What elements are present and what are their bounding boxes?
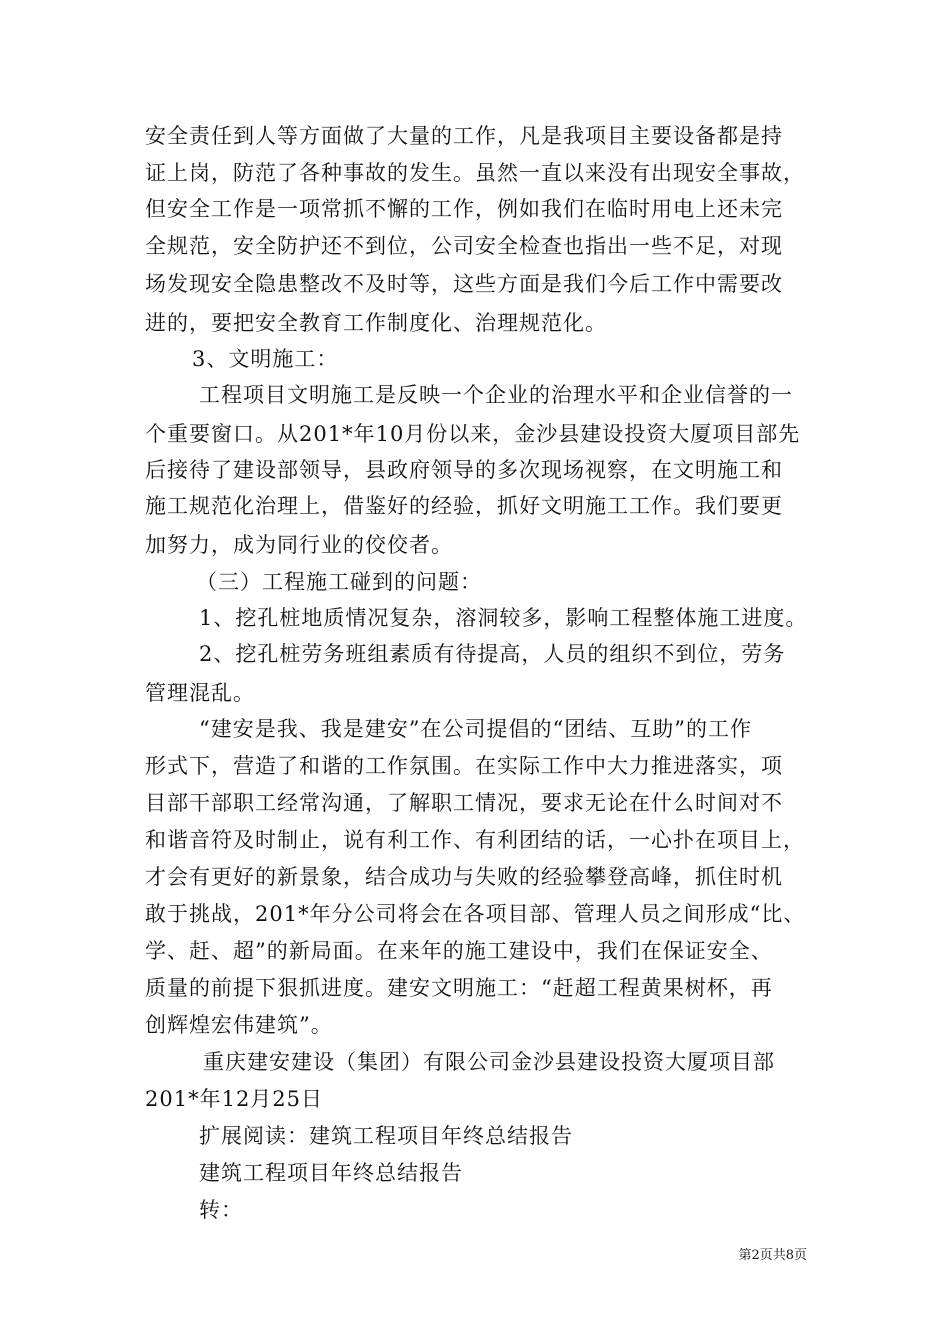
report-title: 建筑工程项目年终总结报告: [199, 1161, 463, 1185]
body-line: 施工规范化治理上，借鉴好的经验，抓好文明施工工作。我们要更: [145, 494, 783, 518]
body-line: 工程项目文明施工是反映一个企业的治理水平和企业信誉的一: [199, 383, 793, 407]
body-line: 全规范，安全防护还不到位，公司安全检查也指出一些不足，对现: [145, 234, 783, 258]
body-line: 2、挖孔桩劳务班组素质有待提高，人员的组织不到位，劳务: [199, 642, 786, 666]
signature-date: 201*年12月25日: [145, 1087, 324, 1111]
page-number: 第2页共8页: [738, 1248, 807, 1263]
body-line: 质量的前提下狠抓进度。建安文明施工：“赶超工程黄果树杯，再: [145, 976, 773, 1000]
body-line: 后接待了建设部领导，县政府领导的多次现场视察，在文明施工和: [145, 458, 783, 482]
body-line: 1、挖孔桩地质情况复杂，溶洞较多，影响工程整体施工进度。: [199, 606, 808, 630]
body-line: 目部干部职工经常沟通，了解职工情况，要求无论在什么时间对不: [145, 791, 783, 815]
body-line: 安全责任到人等方面做了大量的工作，凡是我项目主要设备都是持: [145, 124, 783, 148]
body-line: 加努力，成为同行业的佼佼者。: [145, 533, 453, 557]
section-heading: 3、文明施工：: [192, 347, 339, 371]
body-line: 创辉煌宏伟建筑”。: [145, 1013, 333, 1037]
body-line: 个重要窗口。从201*年10月份以来，金沙县建设投资大厦项目部先: [145, 422, 801, 446]
signature-org: 重庆建安建设（集团）有限公司金沙县建设投资大厦项目部: [203, 1050, 775, 1074]
body-line: 形式下，营造了和谐的工作氛围。在实际工作中大力推进落实，项: [145, 754, 783, 778]
extended-reading-label: 扩展阅读：建筑工程项目年终总结报告: [199, 1124, 573, 1148]
body-line: 敢于挑战，201*年分公司将会在各项目部、管理人员之间形成“比、: [145, 902, 806, 926]
body-line: 和谐音符及时制止，说有利工作、有利团结的话，一心扑在项目上，: [145, 828, 805, 852]
body-line: 学、赶、超”的新局面。在来年的施工建设中，我们在保证安全、: [145, 939, 773, 963]
section-heading: （三）工程施工碰到的问题：: [196, 570, 482, 594]
body-line: “建安是我、我是建安”在公司提倡的“团结、互助”的工作: [199, 717, 752, 741]
body-line: 转：: [199, 1198, 243, 1222]
body-line: 但安全工作是一项常抓不懈的工作，例如我们在临时用电上还未完: [145, 197, 783, 221]
body-line: 管理混乱。: [145, 681, 255, 705]
body-line: 场发现安全隐患整改不及时等，这些方面是我们今后工作中需要改: [145, 272, 783, 296]
body-line: 证上岗，防范了各种事故的发生。虽然一直以来没有出现安全事故，: [145, 161, 805, 185]
body-line: 才会有更好的新景象，结合成功与失败的经验攀登高峰，抓住时机: [145, 865, 783, 889]
body-line: 进的，要把安全教育工作制度化、治理规范化。: [145, 311, 607, 335]
